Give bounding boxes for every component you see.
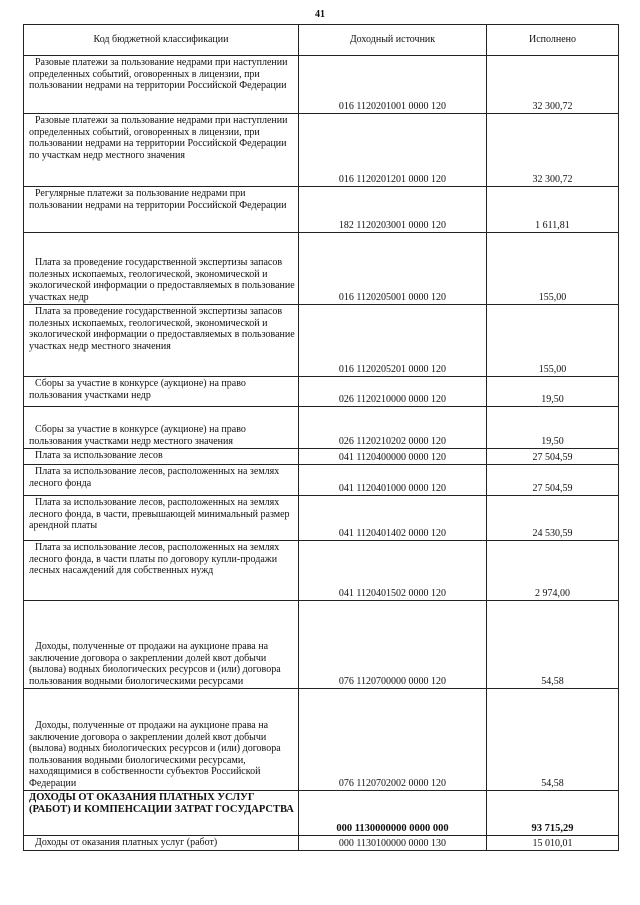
header-classification-code: Код бюджетной классификации (24, 25, 299, 56)
table-row (24, 496, 619, 541)
budget-table (23, 24, 619, 851)
table-row (24, 541, 619, 601)
table-row (24, 187, 619, 233)
table-row (24, 465, 619, 496)
row-description: Плата за проведение государственной экспертизы запасов полезных ископаемых, геологической, экономической и экологической информации о предоставляемых в пользование участках недр (24, 233, 299, 305)
table-row (24, 407, 619, 449)
row-description: Доходы от оказания платных услуг (работ) (24, 836, 299, 851)
row-description: Доходы, полученные от продажи на аукционе права на заключение договора о закреплении долей квот добычи (вылова) водных биологических ресурсов и (или) договора пользования водными биологическими ресурсами, находящимися в собственности субъектов Российской Федерации (24, 689, 299, 791)
row-description: ДОХОДЫ ОТ ОКАЗАНИЯ ПЛАТНЫХ УСЛУГ (РАБОТ) И КОМПЕНСАЦИИ ЗАТРАТ ГОСУДАРСТВА (24, 791, 299, 836)
table-row (24, 56, 619, 114)
row-code: 041 1120401000 0000 120 (299, 465, 487, 496)
row-value: 24 530,59 (487, 496, 619, 541)
table-row (24, 305, 619, 377)
row-value: 54,58 (487, 689, 619, 791)
row-value: 19,50 (487, 377, 619, 407)
row-description: Разовые платежи за пользование недрами при наступлении определенных событий, оговоренных в лицензии, при пользовании недрами на территории Российской Федерации (24, 56, 299, 114)
table-row (24, 114, 619, 187)
row-code: 000 1130100000 0000 130 (299, 836, 487, 851)
row-description: Сборы за участие в конкурсе (аукционе) на право пользования участками недр местного значения (24, 407, 299, 449)
row-code: 041 1120401502 0000 120 (299, 541, 487, 601)
row-code: 026 1120210202 0000 120 (299, 407, 487, 449)
header-revenue-source: Доходный источник (299, 25, 487, 56)
row-code: 182 1120203001 0000 120 (299, 187, 487, 233)
row-code: 000 1130000000 0000 000 (299, 791, 487, 836)
row-description: Сборы за участие в конкурсе (аукционе) на право пользования участками недр (24, 377, 299, 407)
table-header-row (24, 25, 619, 56)
row-value: 54,58 (487, 601, 619, 689)
table-row (24, 449, 619, 465)
row-value: 2 974,00 (487, 541, 619, 601)
row-code: 026 1120210000 0000 120 (299, 377, 487, 407)
row-value: 1 611,81 (487, 187, 619, 233)
row-value: 155,00 (487, 305, 619, 377)
row-description: Плата за проведение государственной экспертизы запасов полезных ископаемых, геологической, экономической и экологической информации о предоставляемых в пользование участках недр местного значения (24, 305, 299, 377)
row-value: 15 010,01 (487, 836, 619, 851)
row-description: Плата за использование лесов, расположенных на землях лесного фонда, в части, превышающей минимальный размер арендной платы (24, 496, 299, 541)
row-description: Регулярные платежи за пользование недрами при пользовании недрами на территории Российской Федерации (24, 187, 299, 233)
row-description: Разовые платежи за пользование недрами при наступлении определенных событий, оговоренных в лицензии, при пользовании недрами на территории Российской Федерации по участкам недр местного значения (24, 114, 299, 187)
row-code: 016 1120201201 0000 120 (299, 114, 487, 187)
table-row (24, 689, 619, 791)
row-value: 27 504,59 (487, 449, 619, 465)
row-code: 016 1120201001 0000 120 (299, 56, 487, 114)
row-value: 32 300,72 (487, 114, 619, 187)
row-code: 016 1120205201 0000 120 (299, 305, 487, 377)
row-description: Плата за использование лесов, расположенных на землях лесного фонда (24, 465, 299, 496)
row-value: 155,00 (487, 233, 619, 305)
row-code: 076 1120700000 0000 120 (299, 601, 487, 689)
page-number: 41 (315, 9, 325, 20)
table-row (24, 791, 619, 836)
table-row (24, 836, 619, 851)
header-executed: Исполнено (487, 25, 619, 56)
row-code: 041 1120400000 0000 120 (299, 449, 487, 465)
row-value: 32 300,72 (487, 56, 619, 114)
row-description: Доходы, полученные от продажи на аукционе права на заключение договора о закреплении долей квот добычи (вылова) водных биологических ресурсов и (или) договора пользования водными биологическими ресурсами (24, 601, 299, 689)
row-code: 016 1120205001 0000 120 (299, 233, 487, 305)
row-code: 041 1120401402 0000 120 (299, 496, 487, 541)
table-row (24, 233, 619, 305)
row-description: Плата за использование лесов, расположенных на землях лесного фонда, в части платы по договору купли-продажи лесных насаждений для собственных нужд (24, 541, 299, 601)
row-value: 19,50 (487, 407, 619, 449)
table-row (24, 601, 619, 689)
table-row (24, 377, 619, 407)
row-code: 076 1120702002 0000 120 (299, 689, 487, 791)
row-value: 27 504,59 (487, 465, 619, 496)
row-description: Плата за использование лесов (24, 449, 299, 465)
row-value: 93 715,29 (487, 791, 619, 836)
